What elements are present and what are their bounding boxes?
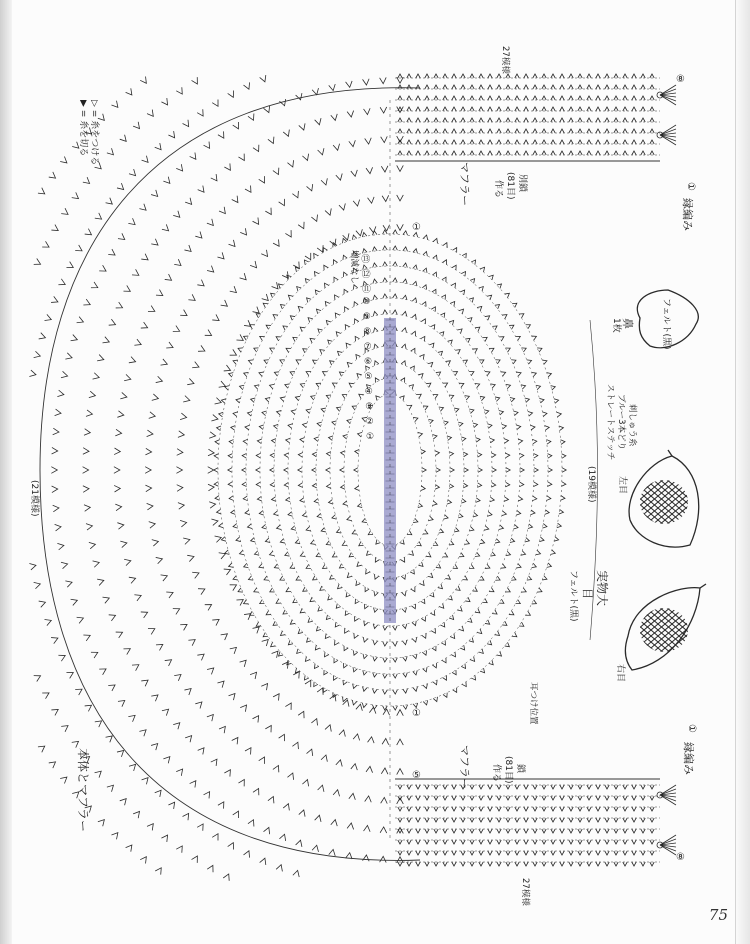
scarf-left-chain-3: 作る bbox=[493, 180, 503, 199]
round-number: ⑥ bbox=[364, 357, 373, 367]
scarf-left-repeats: 27模様 bbox=[500, 46, 510, 74]
scarf-left-chain-1: 別鎖 bbox=[517, 174, 527, 193]
scarf-left-chain-2: (81目) bbox=[505, 172, 515, 200]
legend-cut: ▶ = 糸を切る bbox=[78, 100, 88, 157]
legend-attach: ▷ = 糸をつける bbox=[89, 100, 99, 166]
scarf-right-edging-mark: ① bbox=[686, 724, 697, 733]
mark-5-bottom: ⑤ bbox=[412, 770, 421, 781]
round-number: ⑧ bbox=[363, 327, 372, 337]
nose-title: 鼻 bbox=[621, 318, 634, 329]
round-number: ⑬ bbox=[361, 255, 371, 265]
mark-8-bottom: ⑧ bbox=[676, 852, 685, 863]
chart-title: 本体とマフラー bbox=[76, 748, 90, 833]
mark-1-bottom: ① bbox=[412, 708, 421, 719]
embroidery-line-1: 刺しゅう糸 bbox=[627, 404, 637, 447]
round-number: ② bbox=[365, 417, 374, 427]
scarf-left-title: マフラー bbox=[458, 162, 471, 206]
stitch-symbols bbox=[29, 74, 676, 881]
scarf-right-chain-3: 作る bbox=[491, 764, 501, 783]
eye-hatch-grid bbox=[595, 472, 735, 660]
scarf-left-edging: 縁編み bbox=[681, 198, 694, 231]
scarf-right-title: マフラー bbox=[458, 745, 471, 789]
eye-title: 目 bbox=[581, 588, 594, 599]
right-eye-label: 右目 bbox=[615, 664, 625, 683]
ear-position-label: 耳つけ位置 bbox=[528, 682, 538, 725]
mark-8-top: ⑧ bbox=[676, 74, 685, 85]
left-eye-shape bbox=[629, 450, 699, 547]
round-number: ⑨ bbox=[362, 312, 371, 322]
round-number: ⑩ bbox=[362, 297, 371, 307]
body-repeat-label: (21模様) bbox=[29, 480, 39, 517]
page-number: 75 bbox=[708, 906, 728, 924]
scarf-left-edging-mark: ① bbox=[685, 182, 696, 191]
round-number: ④ bbox=[364, 387, 373, 397]
round-number: ⑤ bbox=[364, 372, 373, 382]
inner-repeat-label: (19模様) bbox=[586, 466, 596, 503]
left-eye-label: 左目 bbox=[617, 476, 627, 495]
mark-1-top: ① bbox=[412, 222, 421, 233]
nose-material: フェルト(黒) bbox=[661, 298, 671, 350]
scarf-right-edging: 縁編み bbox=[682, 742, 695, 775]
scarf-right-repeats: 27模様 bbox=[520, 878, 530, 906]
scarf-right-chain-1: 鎖 bbox=[515, 764, 525, 774]
embroidery-line-2: ブルー3本どり bbox=[616, 394, 626, 451]
right-eye-shape bbox=[625, 584, 706, 670]
real-size-label: 実物大 bbox=[595, 570, 609, 607]
scarf-right-chain-2: (81目) bbox=[503, 756, 513, 784]
round-number: ⑦ bbox=[363, 342, 372, 352]
no-increase-label: 増減なし bbox=[349, 250, 359, 285]
round-number: ⑫ bbox=[361, 270, 371, 280]
round-number: ⑪ bbox=[362, 285, 372, 295]
round-number: ① bbox=[366, 432, 375, 442]
embroidery-line-3: ストレートステッチ bbox=[605, 384, 615, 461]
round-number: ③ bbox=[365, 402, 374, 412]
nose-count: 1枚 bbox=[611, 318, 621, 333]
eye-material: フェルト(黒) bbox=[568, 570, 578, 622]
